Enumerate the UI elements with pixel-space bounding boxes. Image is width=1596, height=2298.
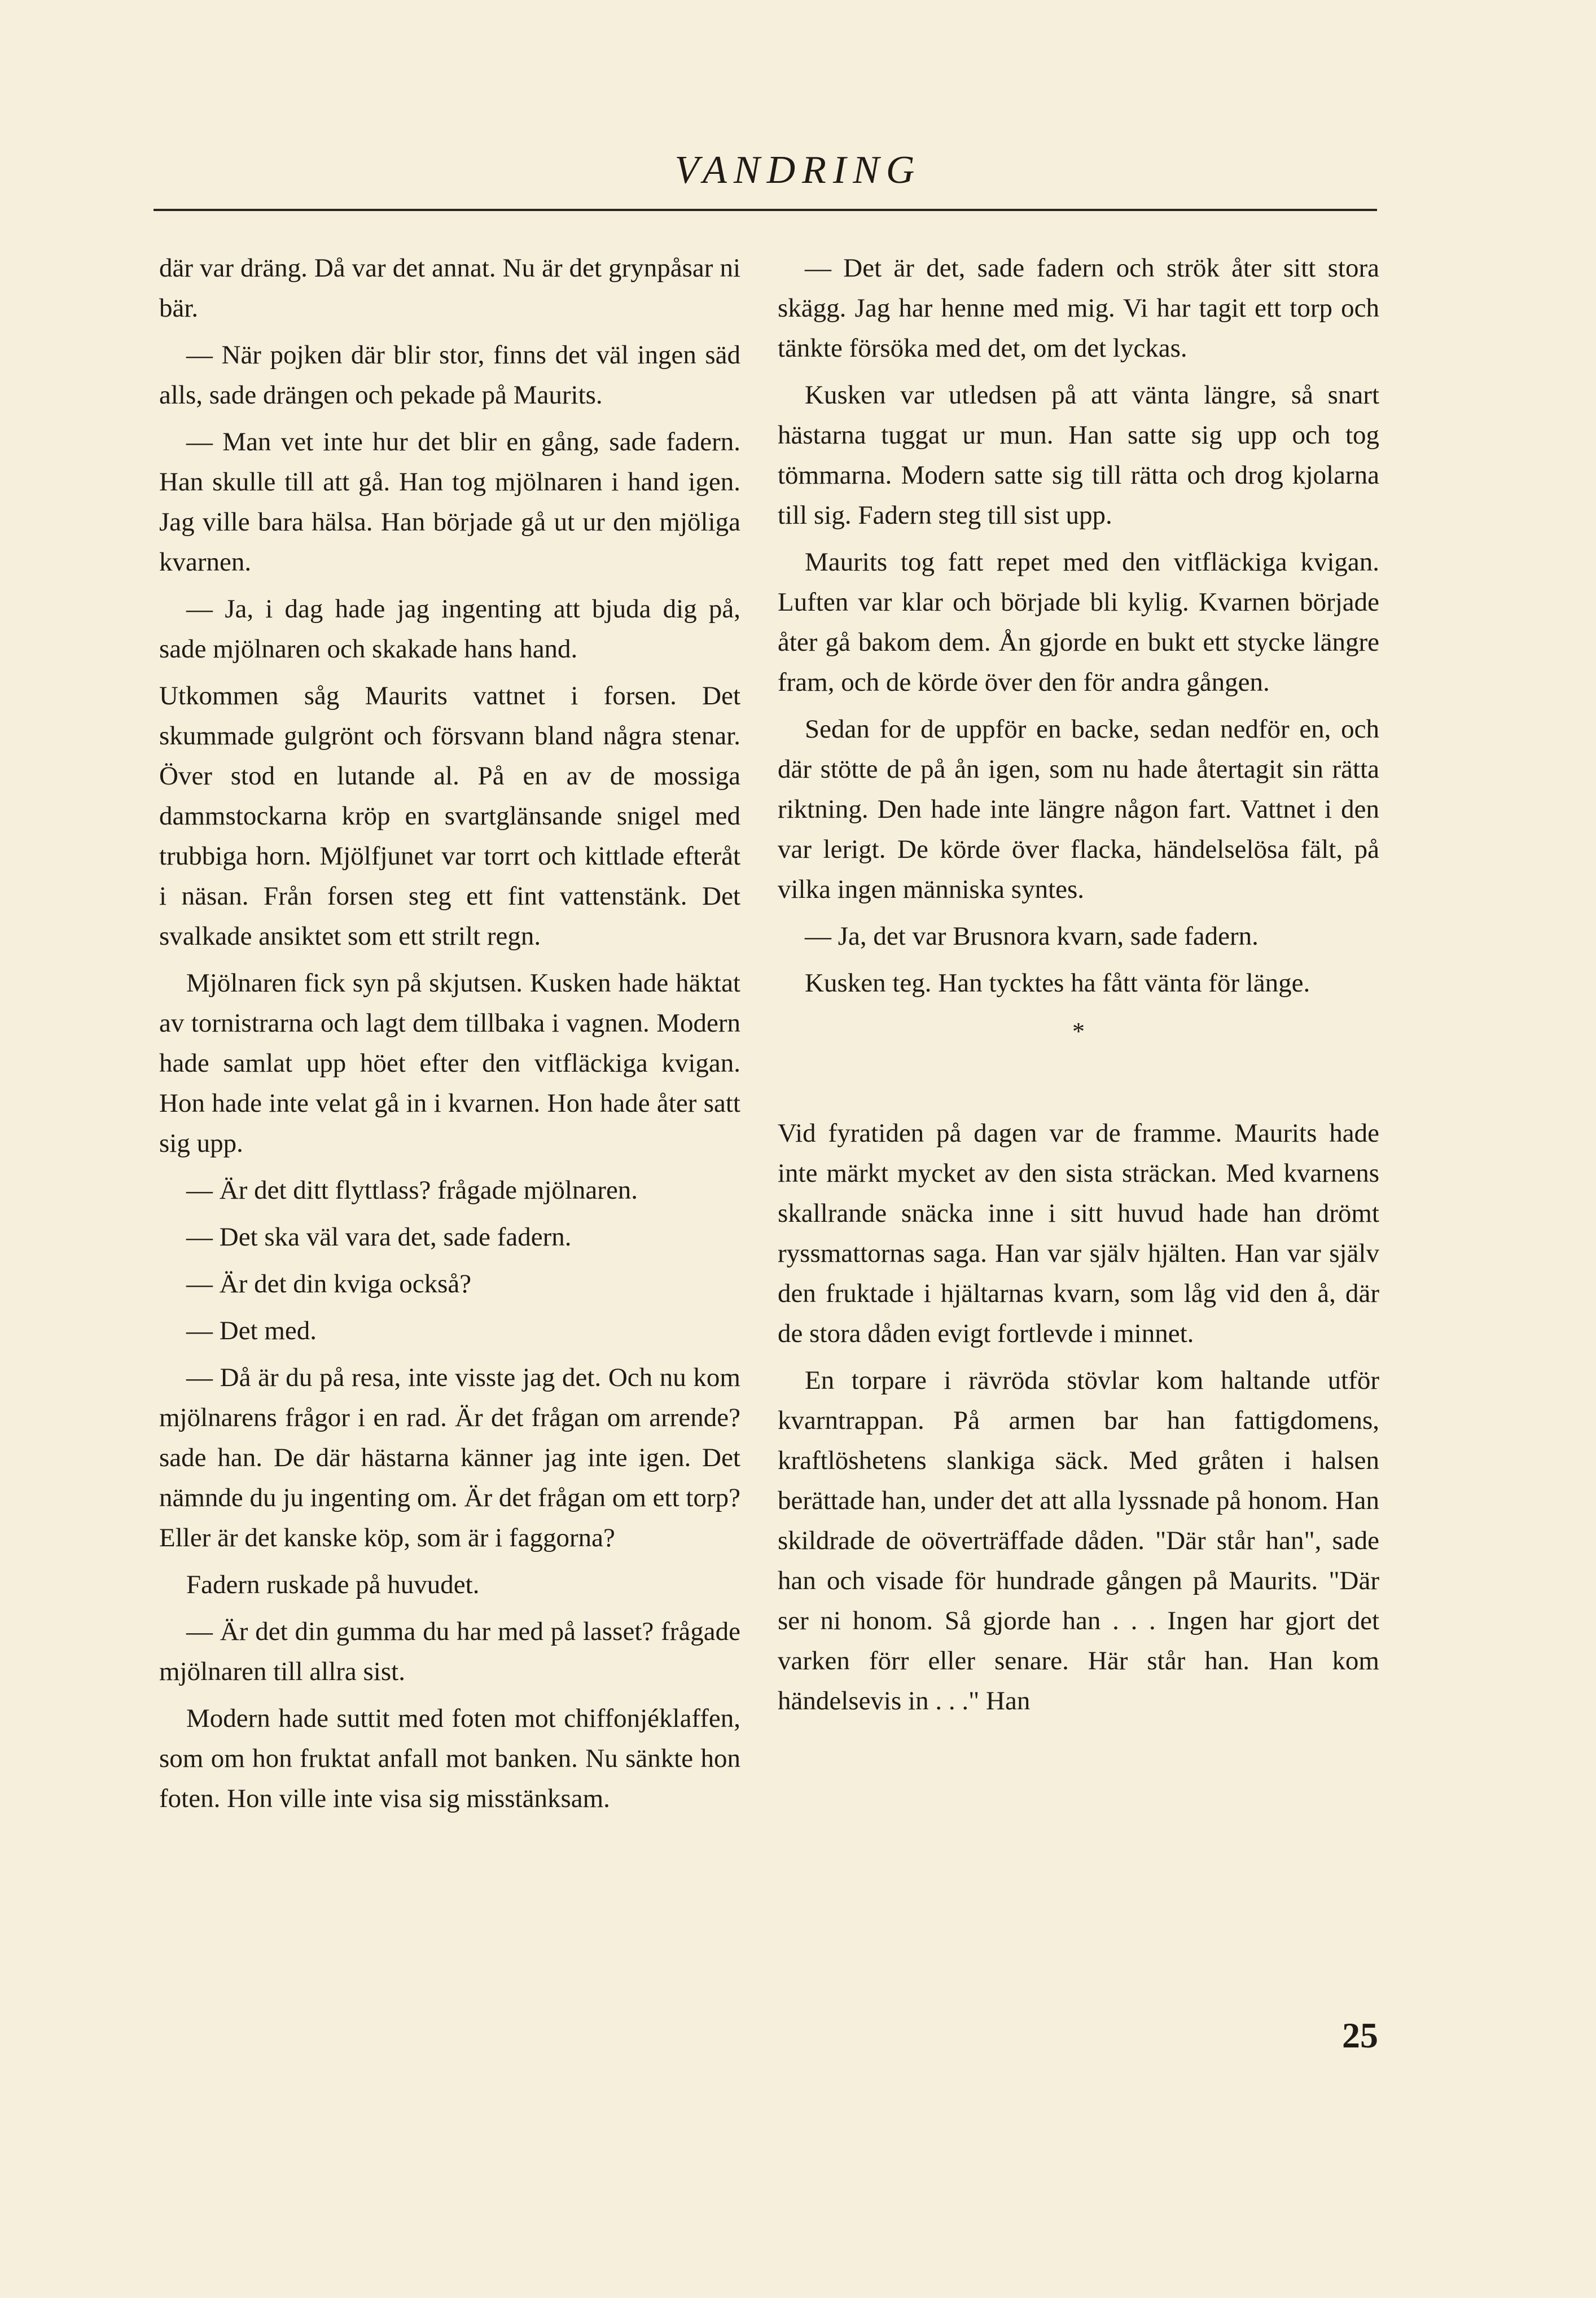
right-column bbox=[778, 248, 1379, 1728]
paragraph: — Är det din gumma du har med på lasset? frågade mjölnaren till allra sist. bbox=[159, 1617, 740, 1686]
paragraph: — Är det ditt flyttlass? frågade mjölnaren. bbox=[186, 1176, 638, 1205]
paragraph: Utkommen såg Maurits vattnet i forsen. Det skummade gulgrönt och försvann bland några stenar. Över stod en lutande al. På en av de mossiga dammstockarna kröp en svartglänsande snigel med trubbiga horn. Mjölfjunet var torrt och kittlade efteråt i näsan. Från forsen steg ett fint vattenstänk. Det svalkade ansiktet som ett strilt regn. bbox=[159, 681, 740, 951]
paragraph: — Ja, i dag hade jag ingenting att bjuda dig på, sade mjölnaren och skakade hans hand. bbox=[159, 594, 740, 664]
paragraph: Vid fyratiden på dagen var de framme. Maurits hade inte märkt mycket av den sista sträckan. Med kvarnens skallrande snäcka inne i sitt huvud hade han drömt ryssmattornas saga. Han var själv hjälten. Han var själv den fruktade i hjältarnas kvarn, som låg vid den å, där de stora dåden evigt fortlevde i minnet. bbox=[778, 1119, 1379, 1348]
paragraph: — Man vet inte hur det blir en gång, sade fadern. Han skulle till att gå. Han tog mjölnaren i hand igen. Jag ville bara hälsa. Han började gå ut ur den mjöliga kvarnen. bbox=[159, 427, 740, 577]
paragraph: — Det ska väl vara det, sade fadern. bbox=[186, 1222, 572, 1252]
running-title: VANDRING bbox=[674, 148, 922, 192]
paragraph: — Då är du på resa, inte visste jag det. Och nu kom mjölnarens frågor i en rad. Är det frågan om arrende? sade han. De där hästarna känner jag inte igen. Det nämnde du ju ingenting om. Är det frågan om ett torp? Eller är det kanske köp, som är i faggorna? bbox=[159, 1363, 740, 1553]
paragraph: En torpare i rävröda stövlar kom haltande utför kvarntrappan. På armen bar han fattigdomens, kraftlöshetens slankiga säck. Med gråten i halsen berättade han, under det att alla lyssnade på honom. Han skildrade de oöverträffade dåden. "Där står han", sade han och visade för hundrade gången på Maurits. "Där ser ni honom. Så gjorde han . . . Ingen har gjort det varken förr eller senare. Här står han. Han kom händelsevis in . . ." Han bbox=[778, 1366, 1379, 1716]
paragraph: — Ja, det var Brusnora kvarn, sade fadern. bbox=[805, 922, 1259, 951]
paragraph: — Är det din kviga också? bbox=[186, 1269, 472, 1299]
paragraph: Sedan for de uppför en backe, sedan nedför en, och där stötte de på ån igen, som nu hade återtagit sin rätta riktning. Den hade inte längre någon fart. Vattnet i den var lerigt. De körde över flacka, händelselösa fält, på vilka ingen människa syntes. bbox=[778, 714, 1379, 904]
paragraph: — När pojken där blir stor, finns det väl ingen säd alls, sade drängen och pekade på Maurits. bbox=[159, 340, 740, 410]
paragraph: Kusken var utledsen på att vänta längre, så snart hästarna tuggat ur mun. Han satte sig upp och tog tömmarna. Modern satte sig till rätta och drog kjolarna till sig. Fadern steg till sist upp. bbox=[778, 380, 1379, 530]
paragraph: Modern hade suttit med foten mot chiffonjéklaffen, som om hon fruktat anfall mot banken. Nu sänkte hon foten. Hon ville inte visa sig misstänksam. bbox=[159, 1704, 740, 1813]
paragraph: — Det är det, sade fadern och strök åter sitt stora skägg. Jag har henne med mig. Vi har tagit ett torp och tänkte försöka med det, om det lyckas. bbox=[778, 253, 1379, 363]
paragraph: — Det med. bbox=[186, 1316, 317, 1345]
left-column bbox=[159, 248, 740, 1826]
paragraph: Fadern ruskade på huvudet. bbox=[186, 1570, 480, 1599]
paragraph: Kusken teg. Han tycktes ha fått vänta för länge. bbox=[805, 968, 1310, 998]
paragraph: Maurits tog fatt repet med den vitfläckiga kvigan. Luften var klar och började bli kylig. Kvarnen började åter gå bakom dem. Ån gjorde en bukt ett stycke längre fram, och de körde över den för andra gången. bbox=[778, 547, 1379, 697]
paragraph: där var dräng. Då var det annat. Nu är det grynpåsar ni bär. bbox=[159, 253, 740, 323]
paragraph: Mjölnaren fick syn på skjutsen. Kusken hade häktat av tornistrarna och lagt dem tillbaka i vagnen. Modern hade samlat upp höet efter den vitfläckiga kvigan. Hon hade inte velat gå in i kvarnen. Hon hade åter satt sig upp. bbox=[159, 968, 740, 1158]
page-number: 25 bbox=[1342, 2015, 1378, 2055]
header-rule bbox=[154, 209, 1377, 211]
section-break-asterisk: * bbox=[1072, 1018, 1085, 1045]
